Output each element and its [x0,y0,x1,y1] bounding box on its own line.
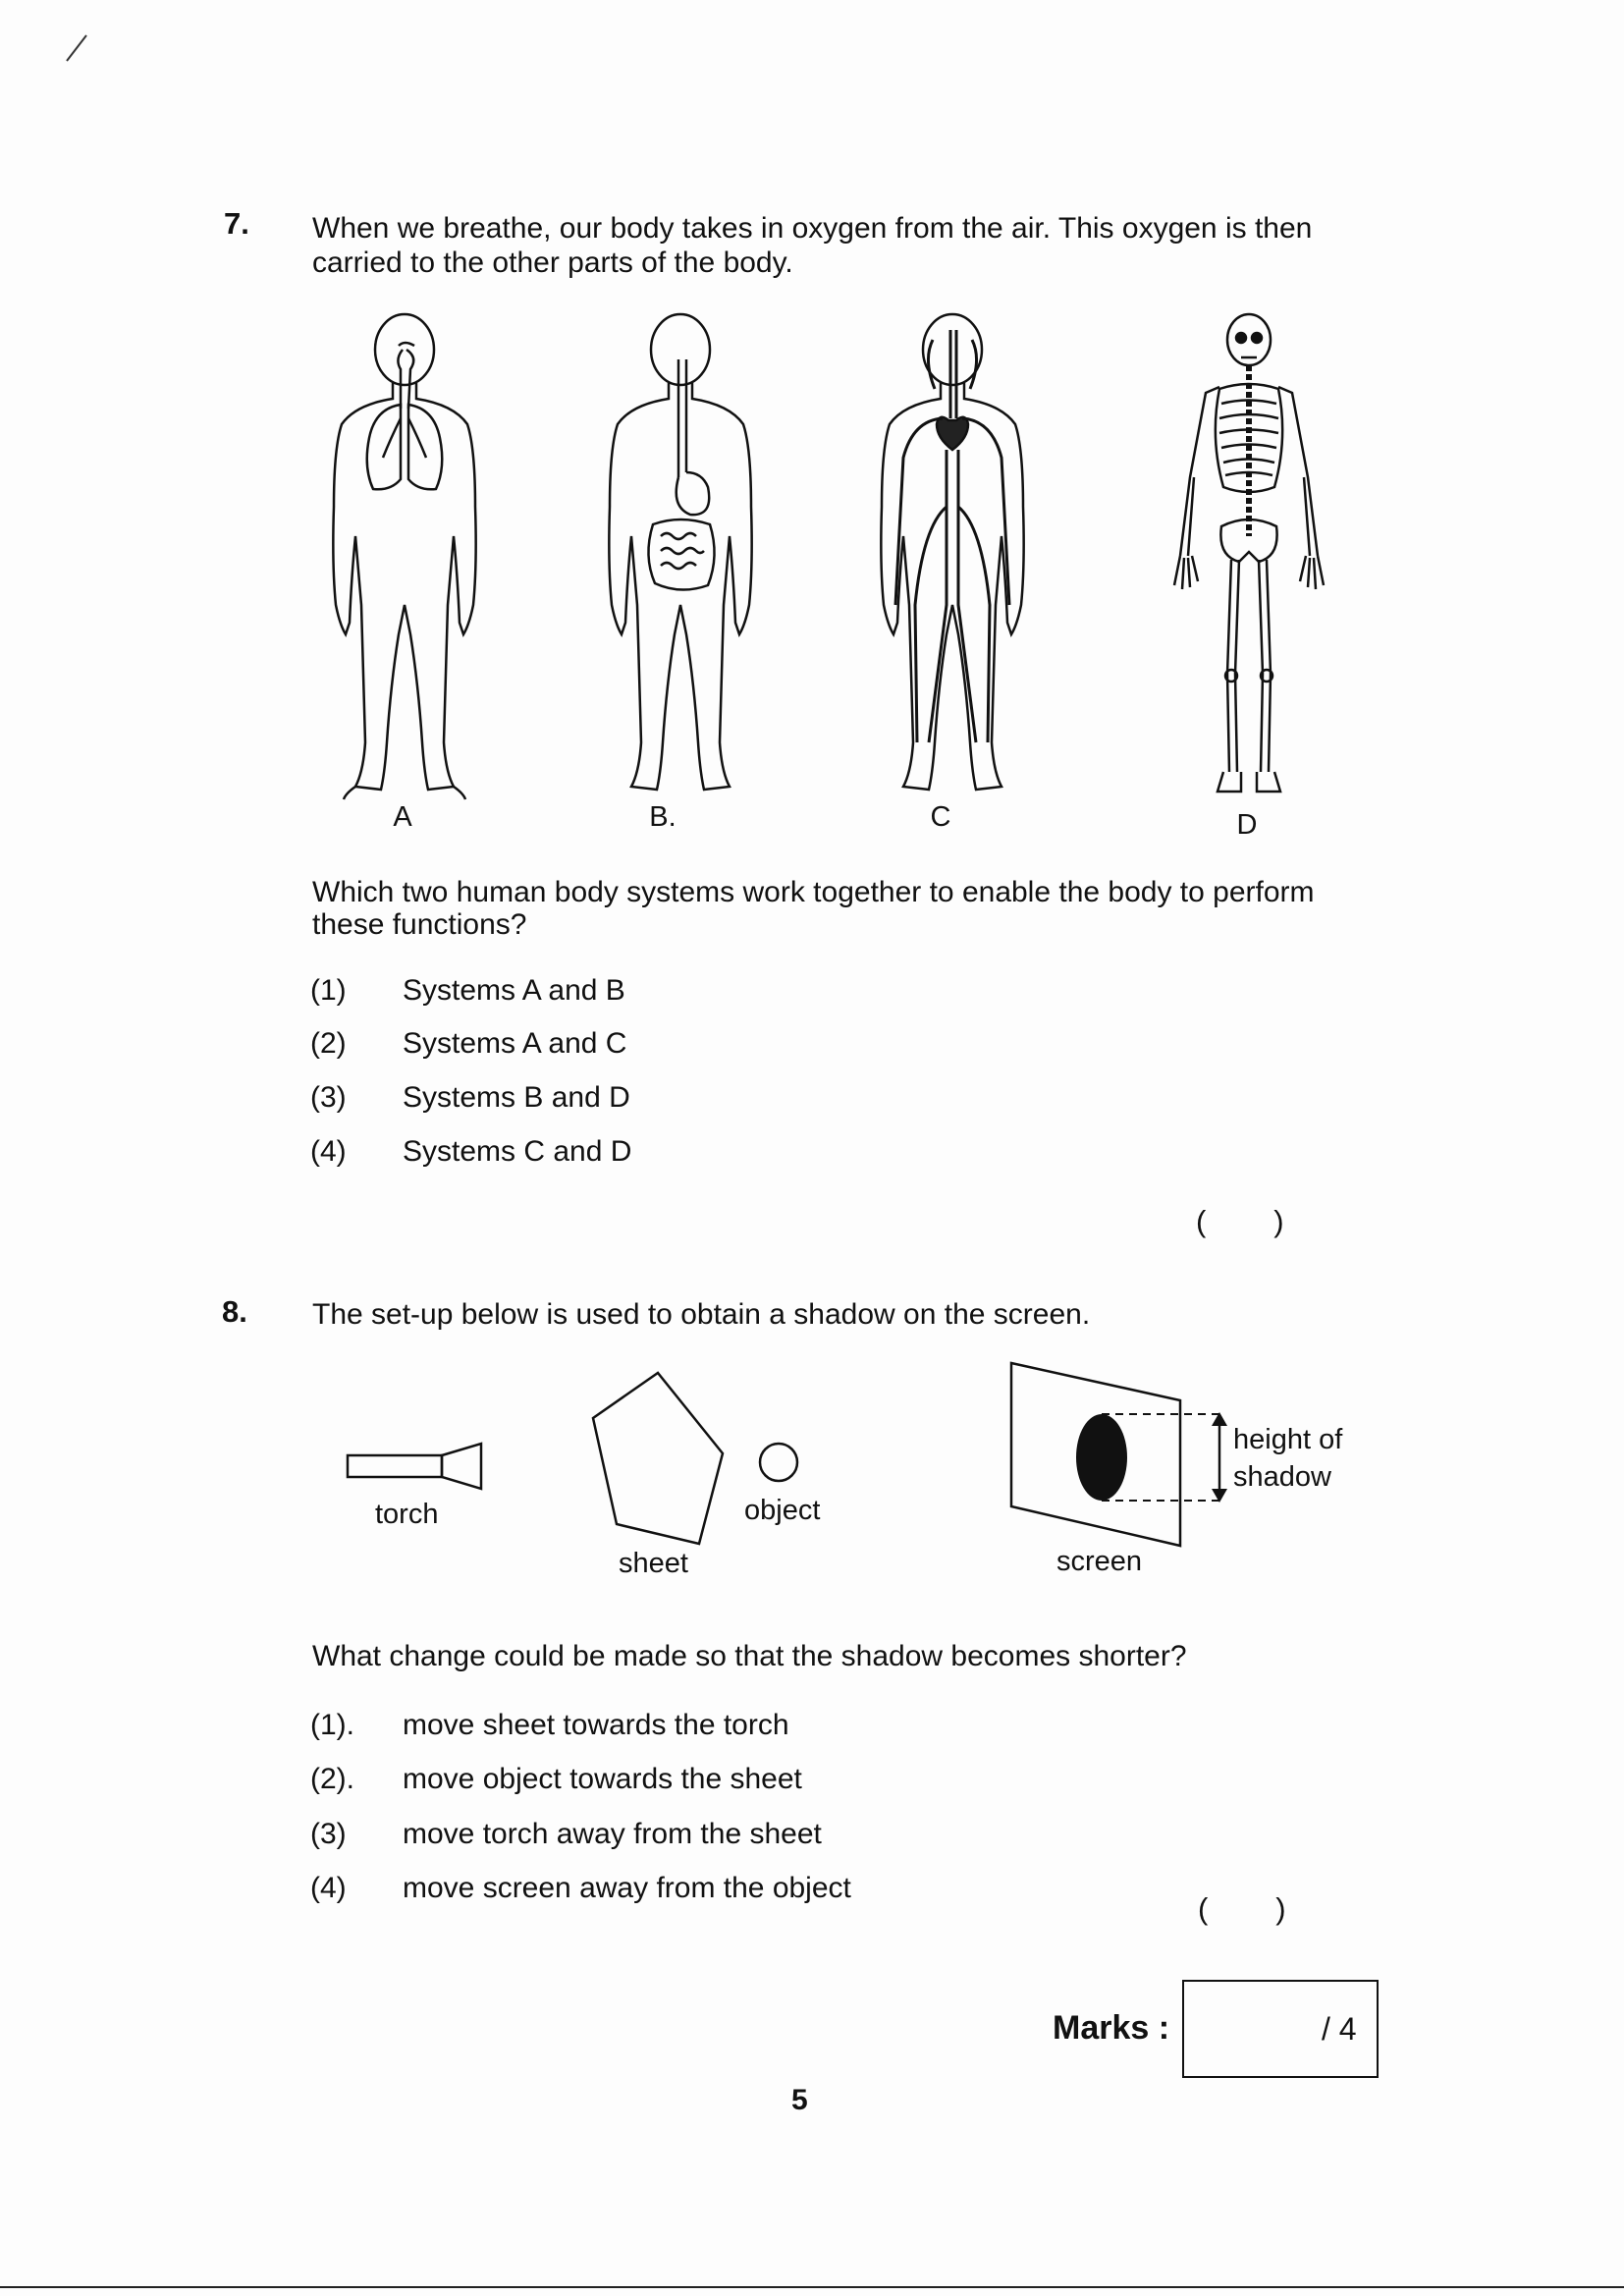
object-label: object [744,1495,821,1526]
option-number: (3) [310,1818,347,1850]
question-7-prompt-line-1: Which two human body systems work together to enable the body to perform [312,876,1315,908]
option-text[interactable]: move object towards the sheet [403,1763,802,1795]
question-8-number: 8. [222,1294,247,1329]
question-7-prompt-line-2: these functions? [312,908,527,941]
option-text[interactable]: move sheet towards the torch [403,1709,789,1741]
option-text[interactable]: Systems B and D [403,1081,630,1114]
option-text[interactable]: Systems C and D [403,1135,632,1168]
figure-label-a: A [393,801,412,833]
option-text[interactable]: move torch away from the sheet [403,1818,822,1850]
screen-with-shadow [1001,1359,1237,1556]
skeletal-system-figure [1151,310,1347,801]
option-number: (1). [310,1709,354,1741]
figure-label-b: B. [649,801,677,833]
figure-label-c: C [930,801,951,833]
option-number: (2). [310,1763,354,1795]
option-number: (2) [310,1027,347,1060]
screen-label: screen [1056,1546,1143,1577]
respiratory-system-figure [316,310,493,801]
question-8-answer-bracket[interactable]: ( ) [1198,1891,1286,1926]
question-8-prompt: What change could be made so that the shadow becomes shorter? [312,1640,1187,1672]
option-text[interactable]: move screen away from the object [403,1872,851,1904]
option-number: (4) [310,1135,347,1168]
option-number: (4) [310,1872,347,1904]
torch-icon [344,1438,491,1493]
option-number: (1) [310,974,347,1007]
torch-label: torch [375,1499,439,1530]
option-text[interactable]: Systems A and B [403,974,625,1007]
page-number: 5 [791,2084,808,2116]
question-8-stem: The set-up below is used to obtain a shadow on the screen. [312,1298,1091,1331]
height-of-shadow-label-line-2: shadow [1233,1461,1331,1493]
height-of-shadow-label-line-1: height of [1233,1424,1343,1455]
marks-label: Marks : [1053,2009,1170,2047]
question-7-stem-line-1: When we breathe, our body takes in oxygen from the air. This oxygen is then [312,212,1313,245]
option-number: (3) [310,1081,347,1114]
circulatory-system-figure [864,310,1041,801]
question-7-stem-line-2: carried to the other parts of the body. [312,246,793,279]
marks-value: / 4 [1322,2011,1357,2047]
digestive-system-figure [592,310,769,801]
sheet-label: sheet [619,1548,688,1579]
footer-divider [0,2286,1624,2288]
sheet-shape [587,1369,732,1565]
question-7-number: 7. [224,206,249,241]
scan-mark [59,29,98,69]
figure-label-d: D [1236,809,1258,841]
object-circle [756,1440,801,1485]
option-text[interactable]: Systems A and C [403,1027,627,1060]
question-7-answer-bracket[interactable]: ( ) [1196,1204,1284,1238]
